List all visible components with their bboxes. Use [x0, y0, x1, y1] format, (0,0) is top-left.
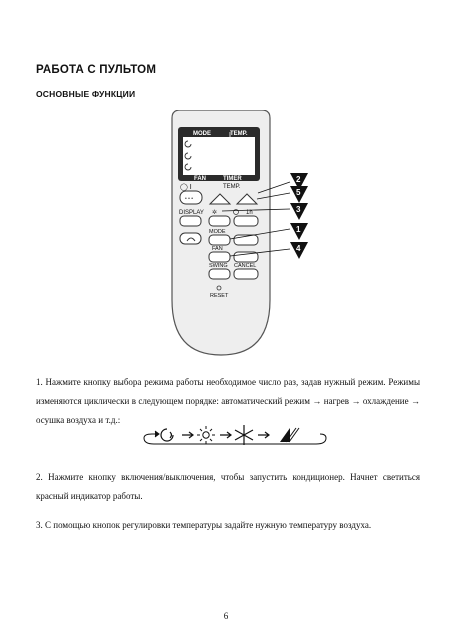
heat-mode-icon: [197, 426, 215, 444]
temp-label: TEMP.: [223, 184, 241, 190]
power-label: ◯ I: [180, 184, 192, 191]
section-subtitle: ОСНОВНЫЕ ФУНКЦИИ: [36, 89, 136, 99]
fan-button[interactable]: [209, 252, 230, 262]
paragraph-1: 1. Нажмите кнопку выбора режима работы необходимое число раз, задав нужный режим. Режимы изменяются циклически в следующем порядке: автоматический режим → нагрев → охлаждение → осушка воздуха и т.д.:: [36, 377, 420, 425]
arrow-3: [258, 432, 269, 438]
swing-button-label: SWING: [209, 263, 228, 269]
display-timer-label: TIMER: [223, 176, 242, 182]
callout-5: 5: [296, 188, 301, 197]
display-button[interactable]: [180, 216, 201, 226]
display-button-label: DISPLAY: [179, 210, 204, 216]
svg-text:• • •: • • •: [185, 196, 194, 202]
mode-button-label: MODE: [209, 229, 226, 235]
cool-mode-icon: [235, 425, 253, 445]
swing-button[interactable]: [209, 269, 230, 279]
callout-markers: [290, 173, 308, 259]
arrow-1: [182, 432, 193, 438]
remote-control-illustration: [160, 110, 320, 360]
dry-mode-icon: [280, 428, 299, 442]
timer-1h-button[interactable]: [234, 216, 258, 226]
display-fan-label: FAN: [194, 176, 206, 182]
cancel-button-label: CANCEL: [234, 263, 257, 269]
callout-3: 3: [296, 205, 301, 214]
mode-cycle-diagram: [140, 420, 330, 450]
page-title: РАБОТА С ПУЛЬТОМ: [36, 64, 157, 76]
remote-display-screen: [183, 137, 255, 175]
callout-2: 2: [296, 175, 301, 184]
callout-1: 1: [296, 225, 301, 234]
fan-speed-button[interactable]: [209, 216, 230, 226]
fan-speed-icon: ✲: [212, 210, 218, 216]
timer-1h-label: 1h: [246, 210, 253, 216]
cancel-button[interactable]: [234, 269, 258, 279]
reset-label: RESET: [210, 293, 229, 299]
auto-mode-icon: [161, 429, 173, 441]
page-number: 6: [223, 611, 229, 621]
display-temp-label: TEMP.: [230, 131, 248, 137]
mode-button[interactable]: [209, 235, 230, 245]
paragraph-2: 2. Нажмите кнопку включения/выключения, чтобы запустить кондиционер. Начнет светиться красный индикатор работы.: [36, 472, 420, 501]
callout-4: 4: [296, 244, 301, 253]
fan-button-label: FAN: [212, 246, 223, 252]
arrow-2: [220, 432, 231, 438]
paragraph-3: 3. С помощью кнопок регулировки температуры задайте нужную температуру воздуха.: [36, 520, 372, 530]
display-mode-label: MODE: [193, 131, 211, 137]
